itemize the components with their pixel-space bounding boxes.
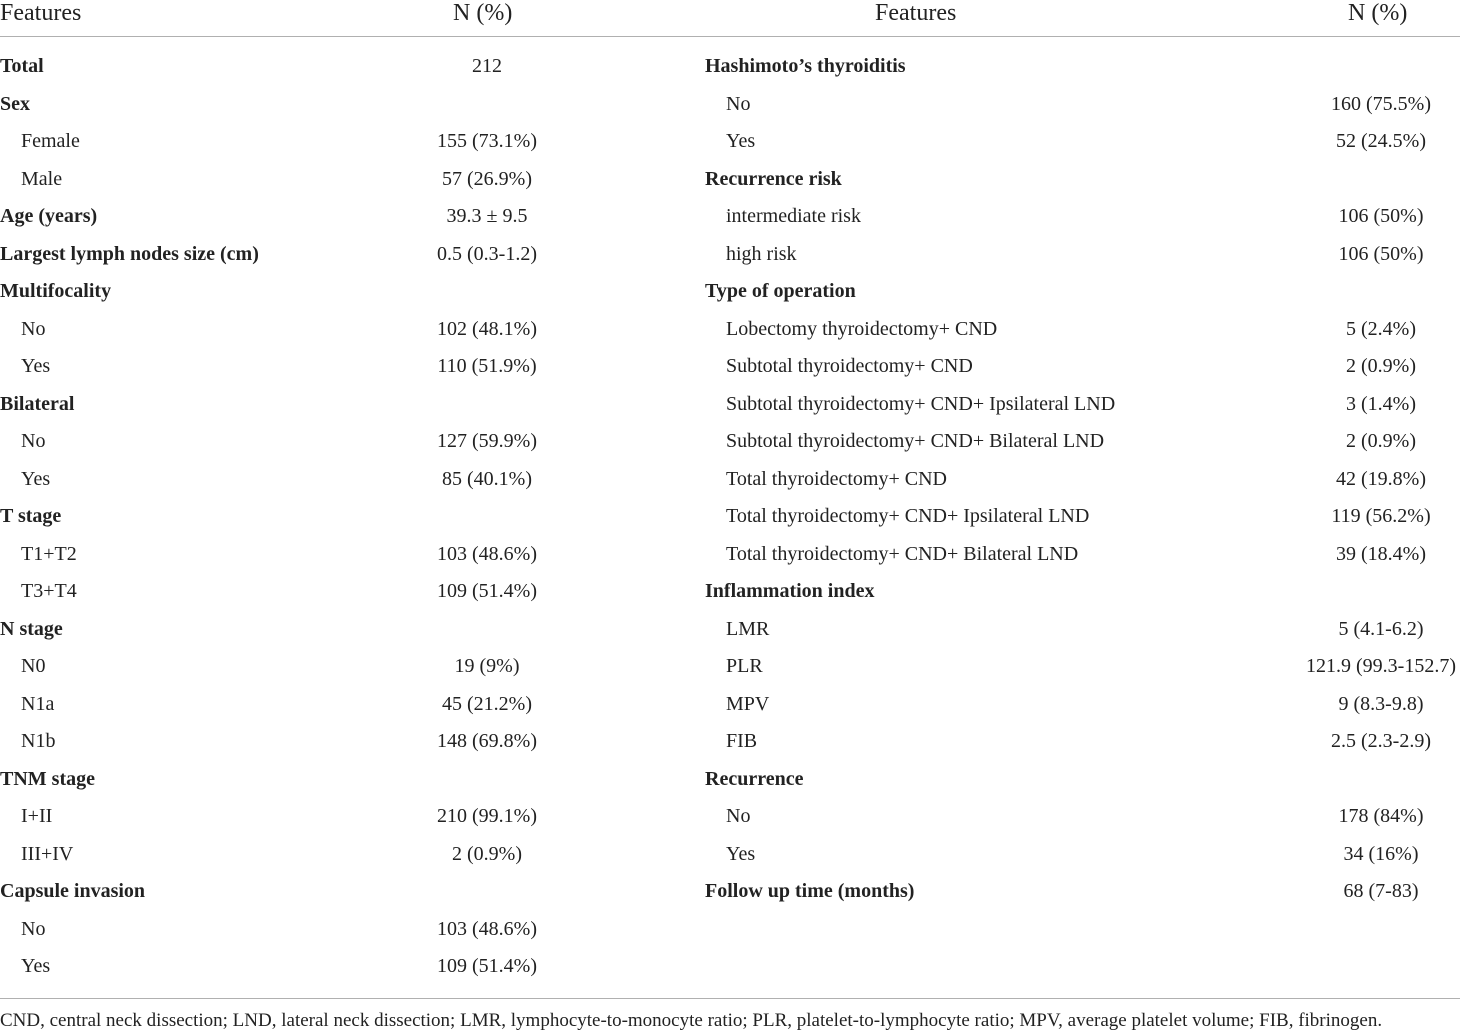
table-row xyxy=(705,761,1460,799)
table-row xyxy=(705,611,1460,649)
row-heading: Inflammation index xyxy=(705,580,875,602)
row-heading: Largest lymph nodes size (cm) xyxy=(0,242,259,265)
row-label: Total thyroidectomy+ CND+ Ipsilateral LND xyxy=(726,505,1090,527)
row-label: T1+T2 xyxy=(21,542,77,565)
table-row xyxy=(0,873,700,911)
table-row xyxy=(705,123,1460,161)
header-n-right: N (%) xyxy=(1348,0,1408,26)
row-heading: Hashimoto’s thyroiditis xyxy=(705,55,906,77)
row-heading: Type of operation xyxy=(705,280,856,302)
table-row xyxy=(0,423,700,461)
row-label: intermediate risk xyxy=(726,205,861,227)
row-value: 103 (48.6%) xyxy=(437,917,537,940)
table-row xyxy=(705,498,1460,536)
row-label: T3+T4 xyxy=(21,580,77,602)
row-label: FIB xyxy=(726,730,758,752)
table-row xyxy=(0,498,700,536)
table-row xyxy=(705,536,1460,574)
row-label: I+II xyxy=(21,805,53,827)
header-n-left: N (%) xyxy=(453,0,513,26)
table-row xyxy=(0,386,700,424)
table-row xyxy=(705,573,1460,611)
row-value: 121.9 (99.3-152.7) xyxy=(1306,655,1456,677)
row-label: Subtotal thyroidectomy+ CND+ Ipsilateral LND xyxy=(726,392,1116,415)
table-row xyxy=(0,911,700,949)
table-footnote: CND, central neck dissection; LND, lateral neck dissection; LMR, lymphocyte-to-monocyte ratio; PLR, platelet-to-lymphocyte ratio; MPV, average platelet volume; FIB, fibrinogen. xyxy=(0,1010,1383,1031)
row-heading: Capsule invasion xyxy=(0,880,146,902)
row-label: N1a xyxy=(21,692,55,715)
table-row xyxy=(705,386,1460,424)
row-value: 106 (50%) xyxy=(1338,242,1424,265)
table-row xyxy=(705,236,1460,274)
row-heading: Sex xyxy=(0,92,30,115)
row-label: MPV xyxy=(726,692,770,715)
row-label: Yes xyxy=(21,355,51,377)
row-value: 3 (1.4%) xyxy=(1346,392,1416,415)
row-heading: N stage xyxy=(0,617,63,640)
row-label: Yes xyxy=(726,842,756,865)
row-value: 57 (26.9%) xyxy=(442,167,532,190)
row-heading: Recurrence risk xyxy=(705,167,842,190)
row-value: 103 (48.6%) xyxy=(437,542,537,565)
row-value: 160 (75.5%) xyxy=(1331,92,1431,115)
table-row xyxy=(0,198,700,236)
row-value: 2 (0.9%) xyxy=(1346,430,1416,452)
row-label: No xyxy=(726,805,751,827)
table-row xyxy=(705,273,1460,311)
row-label: Total thyroidectomy+ CND+ Bilateral LND xyxy=(726,542,1079,565)
row-value: 119 (56.2%) xyxy=(1331,505,1431,527)
table-row xyxy=(0,536,700,574)
row-value: 155 (73.1%) xyxy=(437,130,537,152)
row-value: 45 (21.2%) xyxy=(442,692,532,715)
row-label: Yes xyxy=(21,955,51,977)
table-row xyxy=(705,686,1460,724)
table-row xyxy=(0,48,700,86)
row-value: 39.3 ± 9.5 xyxy=(446,205,528,227)
row-label: LMR xyxy=(726,617,770,640)
left-table-column xyxy=(0,48,700,986)
row-value: 109 (51.4%) xyxy=(437,580,537,602)
footer-divider xyxy=(0,998,1460,999)
row-value: 212 xyxy=(472,55,502,77)
row-value: 2 (0.9%) xyxy=(452,842,522,865)
row-heading: Recurrence xyxy=(705,767,804,790)
table-row xyxy=(0,123,700,161)
row-label: high risk xyxy=(726,242,797,265)
row-value: 85 (40.1%) xyxy=(442,467,532,490)
table-row xyxy=(705,423,1460,461)
row-label: N1b xyxy=(21,730,56,752)
row-value: 5 (4.1-6.2) xyxy=(1338,617,1424,640)
row-value: 0.5 (0.3-1.2) xyxy=(437,242,537,265)
row-heading: Total xyxy=(0,55,44,77)
row-value: 2 (0.9%) xyxy=(1346,355,1416,377)
row-label: No xyxy=(726,92,751,115)
table-row xyxy=(705,348,1460,386)
row-heading: Age (years) xyxy=(0,205,98,227)
row-label: N0 xyxy=(21,655,46,677)
table-row xyxy=(0,648,700,686)
row-heading: TNM stage xyxy=(0,767,95,790)
table-row xyxy=(705,86,1460,124)
row-label: Total thyroidectomy+ CND xyxy=(726,467,947,490)
table-row xyxy=(705,48,1460,86)
table-row xyxy=(0,611,700,649)
table-row xyxy=(0,236,700,274)
header-features-right: Features xyxy=(875,0,957,26)
table-row xyxy=(705,461,1460,499)
header-features-left: Features xyxy=(0,0,82,26)
row-label: No xyxy=(21,430,46,452)
row-label: Male xyxy=(21,167,63,190)
table-row xyxy=(0,161,700,199)
row-label: Lobectomy thyroidectomy+ CND xyxy=(726,317,998,340)
row-label: Yes xyxy=(726,130,756,152)
row-value: 110 (51.9%) xyxy=(437,355,537,377)
row-value: 68 (7-83) xyxy=(1343,880,1419,902)
table-row xyxy=(0,686,700,724)
row-label: III+IV xyxy=(21,842,74,865)
table-row xyxy=(0,573,700,611)
row-value: 19 (9%) xyxy=(454,655,520,677)
table-row xyxy=(705,161,1460,199)
row-value: 42 (19.8%) xyxy=(1336,467,1426,490)
header-divider xyxy=(0,36,1460,37)
table-row xyxy=(0,461,700,499)
row-label: Subtotal thyroidectomy+ CND+ Bilateral LND xyxy=(726,430,1105,452)
table-row xyxy=(0,798,700,836)
row-value: 102 (48.1%) xyxy=(437,317,537,340)
table-row xyxy=(0,723,700,761)
row-value: 109 (51.4%) xyxy=(437,955,537,977)
row-label: Subtotal thyroidectomy+ CND xyxy=(726,355,973,377)
row-value: 127 (59.9%) xyxy=(437,430,537,452)
row-label: No xyxy=(21,317,46,340)
table-row xyxy=(0,273,700,311)
row-heading: Follow up time (months) xyxy=(705,880,915,902)
row-value: 106 (50%) xyxy=(1338,205,1424,227)
table-row xyxy=(705,836,1460,874)
row-value: 34 (16%) xyxy=(1343,842,1419,865)
row-heading: Multifocality xyxy=(0,280,112,302)
row-value: 5 (2.4%) xyxy=(1346,317,1416,340)
row-value: 2.5 (2.3-2.9) xyxy=(1331,730,1431,752)
table-row xyxy=(705,873,1460,911)
table-row xyxy=(0,348,700,386)
table-row xyxy=(705,198,1460,236)
table-row xyxy=(0,948,700,986)
table-row xyxy=(0,836,700,874)
row-label: No xyxy=(21,917,46,940)
table-row xyxy=(705,723,1460,761)
row-value: 178 (84%) xyxy=(1338,805,1424,827)
row-label: PLR xyxy=(726,655,763,677)
row-value: 9 (8.3-9.8) xyxy=(1338,692,1424,715)
table-row xyxy=(0,311,700,349)
row-heading: T stage xyxy=(0,505,62,527)
row-value: 148 (69.8%) xyxy=(437,730,537,752)
table-row xyxy=(705,648,1460,686)
row-heading: Bilateral xyxy=(0,392,75,415)
row-label: Yes xyxy=(21,467,51,490)
right-table-column xyxy=(705,48,1460,911)
table-row xyxy=(0,761,700,799)
row-value: 52 (24.5%) xyxy=(1336,130,1426,152)
table-row xyxy=(705,798,1460,836)
row-value: 210 (99.1%) xyxy=(437,805,537,827)
row-value: 39 (18.4%) xyxy=(1336,542,1426,565)
table-row xyxy=(0,86,700,124)
table-row xyxy=(705,311,1460,349)
row-label: Female xyxy=(21,130,80,152)
